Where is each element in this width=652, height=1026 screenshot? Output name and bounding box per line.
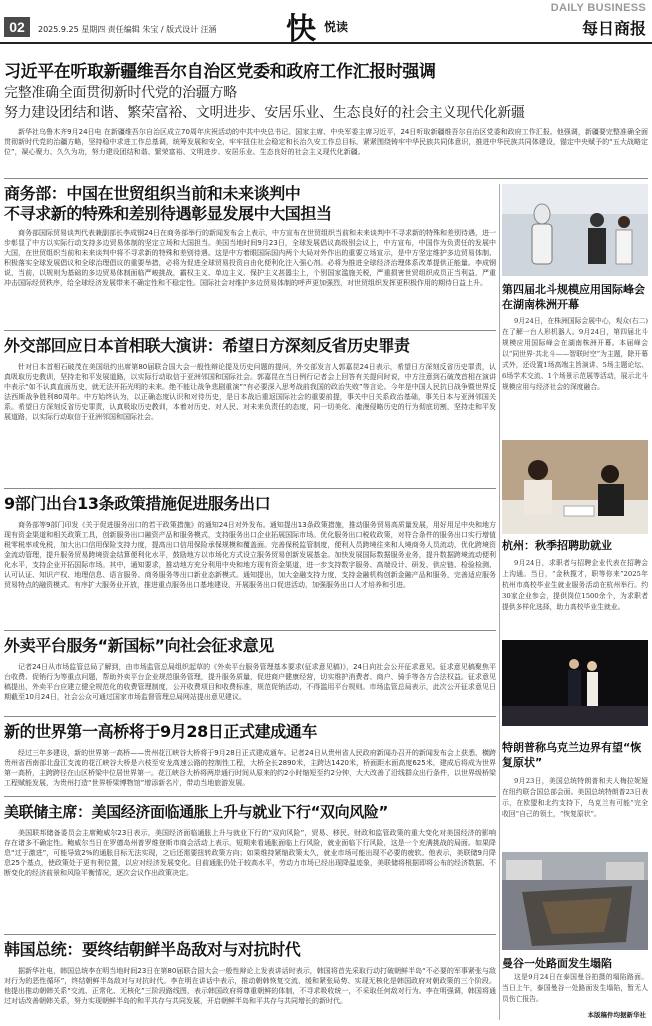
- article-body: 美国联邦储备委员会主席鲍威尔23日表示，美国经济面临通胀上升与就业下行的“双向风险”，贸易、移民、财政和监管政策的重大变化对美国经济的影响存在诸多不确定性。鲍威尔当日在罗德岛州普罗维登斯市商会活动上表示，短期来看通胀面临上行风险，就业面临下行风险，这是一个充满挑战的局面。如果降息“过于激进”，可能导致2%的通胀目标无法实现，之后还需要扭转政策方向；如果维持紧缩政策太久，就业市场可能出现不必要的疲软。他表示，美联储9月降息25个基点，使政策处于更有利位置，以应对经济发展变化。目前通胀仍处于较高水平，劳动力市场已经出现降温迹象，美联储将根据即将公布的经济数据、不断变化的经济前景和风险平衡情况，逐次会议作出政策决定。: [4, 829, 496, 877]
- article-title[interactable]: 外交部回应日本首相联大演讲：希望日方深刻反省历史罪责: [4, 336, 410, 355]
- sidebar-title[interactable]: 杭州：秋季招聘助就业: [502, 539, 612, 552]
- section-logo: 快: [286, 12, 316, 47]
- article-title[interactable]: 韩国总统：要终结朝鲜半岛敌对与对抗时代: [4, 940, 301, 959]
- article-title[interactable]: 外卖平台服务“新国标”向社会征求意见: [4, 636, 274, 655]
- job-fair-photo: [502, 440, 648, 534]
- sidebar-title[interactable]: 曼谷一处路面发生塌陷: [502, 957, 612, 970]
- issue-info: 2025.9.25 星期四 责任编辑 朱宝 / 版式设计 汪涵: [38, 25, 217, 34]
- sidebar-body: 9月23日，美国总统特朗普和夫人梅拉妮娅在纽约联合国总部会面。美国总统特朗普23日表示，在欧盟和北约支持下，乌克兰有可能“完全收回”自己的领土，“恢复原状”。: [502, 777, 648, 818]
- lead-subtitle-2: 努力建设团结和谐、繁荣富裕、文明进步、安居乐业、生态良好的社会主义现代化新疆: [4, 105, 525, 121]
- article-korea: [4, 940, 496, 1026]
- article-body: 据新华社电，韩国总统李在明当地时间23日在第80届联合国大会一般性辩论上发表讲话时表示，韩国将首先采取行动打破朝鲜半岛“不必要的军事紧张与敌对行为的恶性循环”，终结朝鲜半岛敌对与对抗时代。李在明在讲话中表示，推动朝韩恢复交流、缓和紧张局势、实现无核化是韩国政府对朝政策的三个阶段。他提出推动朝韩关系“交流、正常化、无核化”三阶段路线图，表示韩国政府将尊重朝鲜的体制，不寻求吸收统一，不采取任何敌对行为。李在明强调，韩国将通过对话改善朝韩关系，努力实现朝鲜半岛的和平共存与共同发展，开启朝鲜半岛和平共存与共同增长的新时代。: [4, 967, 496, 1005]
- article-title-2[interactable]: 不寻求新的特殊和差别待遇彰显发展中大国担当: [4, 204, 332, 223]
- article-service-export: [4, 494, 496, 620]
- lead-article: [4, 62, 648, 167]
- article-fed: [4, 802, 496, 928]
- sinkhole-photo: [502, 852, 648, 950]
- article-body: 商务部等9部门印发《关于促进服务出口的若干政策措施》的通知24日对外发布。通知提出13条政策措施，推动服务贸易高质量发展，用好用足中央和地方现有资金渠道和相关政策工具，创新服务出口融资产品和服务模式，支持服务出口企业拓展国际市场。优化服务出口税收政策，对符合条件的服务出口实行增值税零税率或免税，加大出口信用保险支持力度，提高出口信用保险承保规模和覆盖面。完善保税监管制度，便利人员跨境往来和人境商务人员流动，优化跨境资金流动管理，提升服务贸易跨境资金结算便利化水平，鼓励地方以市场化方式设立服务贸易创新发展基金。加快发展国际数据服务业务，提升数据跨境流动便利化水平，支持企业开拓国际市场。其中，通知要求，推动地方充分利用中央和地方现有资金渠道，进一步支持数字服务、高端设计、研发、供应链、检验检测、认可认证、知识产权、地理信息、语言服务、商务服务等出口新业态新模式。通知提出，加大金融支持力度，支持金融机构创新金融产品和服务，完善适应服务贸易特点的融资模式。有序扩大服务业开放，推进重点服务出口基地建设，开展服务出口促进活动，加强服务出口人才培养和引进。: [4, 521, 496, 589]
- sidebar-title[interactable]: 第四届北斗规模应用国际峰会在湖南株洲开幕: [502, 283, 645, 311]
- paper-name-en: DAILY BUSINESS: [550, 2, 646, 14]
- article-title[interactable]: 美联储主席：美国经济面临通胀上升与就业下行“双向风险”: [4, 803, 388, 821]
- sidebar-title[interactable]: 特朗普称乌克兰边界有望“恢复原状”: [502, 741, 642, 769]
- paper-name-cn: 每日商报: [581, 19, 646, 38]
- article-title[interactable]: 9部门出台13条政策措施促进服务出口: [4, 494, 271, 513]
- lead-subtitle-1: 完整准确全面贯彻新时代党的治疆方略: [4, 85, 237, 101]
- page-number: 02: [4, 17, 30, 37]
- sidebar-body: 9月24日，在株洲国际会展中心，观众(右二)在了解一台人形机器人。9月24日，第四届北斗规模应用国际峰会在湖南株洲开幕。本届峰会以“同世界·共北斗——智联时空”为主题，除开幕式外，还设置1场高端主旨演讲、5场主题论坛、6场学术交流、1个场景示范展等活动，展示北斗规模应用与经济社会的深度融合。: [502, 317, 648, 391]
- robot-expo-photo: [502, 184, 648, 276]
- sidebar-body: 9月24日，求职者与招聘企业代表在招聘会上沟通。当日，“金秋揽才，职等你来”2025年杭州市高校毕业生就业服务活动在杭州举行。约30家企业参会，提供岗位1500余个，为求职者提供多样化选择，助力高校毕业生就业。: [502, 559, 648, 611]
- article-body: 记者24日从市场监管总局了解到，由市场监管总局组织起草的《外卖平台服务管理基本要求(征求意见稿)》，24日向社会公开征求意见。征求意见稿聚焦平台收费、促销行为等重点问题，帮助外卖平台企业规范服务管理，提升服务质量，促进商户健康经营，切实维护消费者、商户、骑手等各方合法权益。征求意见稿提出，外卖平台应建立健全规范化的收费管理制度，公开收费项目和收费标准，规范促销活动，不得滥用平台规则。市场监管总局表示，此次公开征求意见日期截至10月24日，社会公众可通过国家市场监督管理总局网站提出意见建议。: [4, 663, 496, 701]
- article-title[interactable]: 新的世界第一高桥将于9月28日正式建成通车: [4, 722, 317, 741]
- source-note: 本版稿件均据新华社: [587, 1011, 646, 1019]
- section-logo-sub: 悦读: [324, 20, 349, 34]
- lead-title[interactable]: 习近平在听取新疆维吾尔自治区党委和政府工作汇报时强调: [4, 62, 436, 82]
- article-body: 商务部国际贸易谈判代表兼副部长李成钢24日在商务部举行的新闻发布会上表示，中方宣布在世贸组织当前和未来谈判中不寻求新的特殊和差别待遇，进一步彰显了中方以实际行动支持多边贸易体制的坚定立场和大国担当。美国当地时间9月23日，全球发展倡议高级别会议上，中方宣布，中国作为负责任的发展中大国，在世贸组织当前和未来谈判中将不寻求新的特殊和差别待遇。这是中方着眼国际国内两个大局对外作出的重要立场宣示，是中方坚定维护多边贸易体制、积极落实全球发展倡议和全球治理倡议的重要举措，必将为促进全球贸易投资自由化便利化注入强心剂。必将为推进全球经济治理体系改革提供正能量。李成钢说，当前，以规则为基础的多边贸易体制面临严峻挑战，霸权主义、单边主义、保护主义甚嚣尘上，个别国家滥施关税，严重损害世贸组织成员正当利益，严重冲击国际经贸秩序，给全球经济发展带来不确定性和不稳定性。国际社会对维护多边贸易体制的呼声更加强烈，对世贸组织发挥更积极作用的期待日益上升。: [4, 229, 496, 287]
- page-header: [0, 0, 652, 47]
- article-bridge: [4, 722, 496, 798]
- article-foreign-ministry: [4, 336, 496, 472]
- article-title[interactable]: 商务部：中国在世贸组织当前和未来谈判中: [4, 184, 301, 203]
- sidebar-body: 这是9月24日在泰国曼谷拍摄的塌陷路面。当日上午，泰国曼谷一处路面发生塌陷，暂无人员伤亡报告。: [502, 973, 648, 1003]
- article-body: 经过三年多建设，新的世界第一高桥——贵州花江峡谷大桥将于9月28日正式建成通车。记者24日从贵州省人民政府新闻办召开的新闻发布会上获悉，横跨贵州省西南部北盘江支流的花江峡谷大桥是六枝至安龙高速公路的控制性工程，大桥全长2890米，主跨达1420米，桥面距水面高度625米，建成后将成为世界第一高桥，主跨跨径在山区桥梁中位居世界第一。花江峡谷大桥将两岸通行时间从原来的约2小时缩短至约2分钟，大大改善了沿线群众出行条件，以世界级桥梁工程赋能发展，为贵州打造“世界桥梁博物馆”增添新名片，带动当地旅游发展。: [4, 749, 496, 787]
- article-body: 针对日本首相石破茂在美国纽约出席第80届联合国大会一般性辩论提及历史问题的提问，外交部发言人郭嘉昆24日表示，希望日方深刻反省历史罪责，认真吸取历史教训，坚持走和平发展道路，以实际行动取信于亚洲邻国和国际社会。郭嘉昆在当日例行记者会上回答有关提问时说，中方注意到石破茂首相在演讲中表示“如不认真直面历史，就无法开拓光明的未来。绝不能让战争悲剧重演”“有必要深入思考战前我国的政治失败”等言论。今年是中国人民抗日战争暨世界反法西斯战争胜利80周年。中方始终认为，以正确态度认识和对待历史，是日本战后重返国际社会的重要前提，事关中日关系政治基础，事关日本与亚洲邻国关系。希望日方深刻反省历史罪责，认真吸取历史教训，本着对历史、对人民、对未来负责任的态度，同一切美化、淹漫侵略历史的行为彻底切割，坚持走和平发展道路，以实际行动取信于亚洲邻国和国际社会。: [4, 363, 496, 421]
- article-delivery-standard: [4, 636, 496, 722]
- lead-body: 新华社乌鲁木齐9月24日电 在新疆维吾尔自治区成立70周年庆祝活动的中共中央总书记、国家主席、中央军委主席习近平，24日听取新疆维吾尔自治区党委和政府工作汇报。他强调，新疆要完整准确全面贯彻新时代党的治疆方略，坚持稳中求进工作总基调，统筹发展和安全，牢牢扭住社会稳定和长治久安工作总目标，紧紧围绕铸牢中华民族共同体意识，推进中华民族共同体建设，锚定中央赋予的“五大战略定位”，凝心聚力、久久为功，努力建设团结和谐、繁荣富裕、文明进步、安居乐业、生态良好的社会主义现代化新疆。: [4, 128, 648, 156]
- trump-photo: [502, 640, 648, 726]
- article-commerce: [4, 184, 496, 328]
